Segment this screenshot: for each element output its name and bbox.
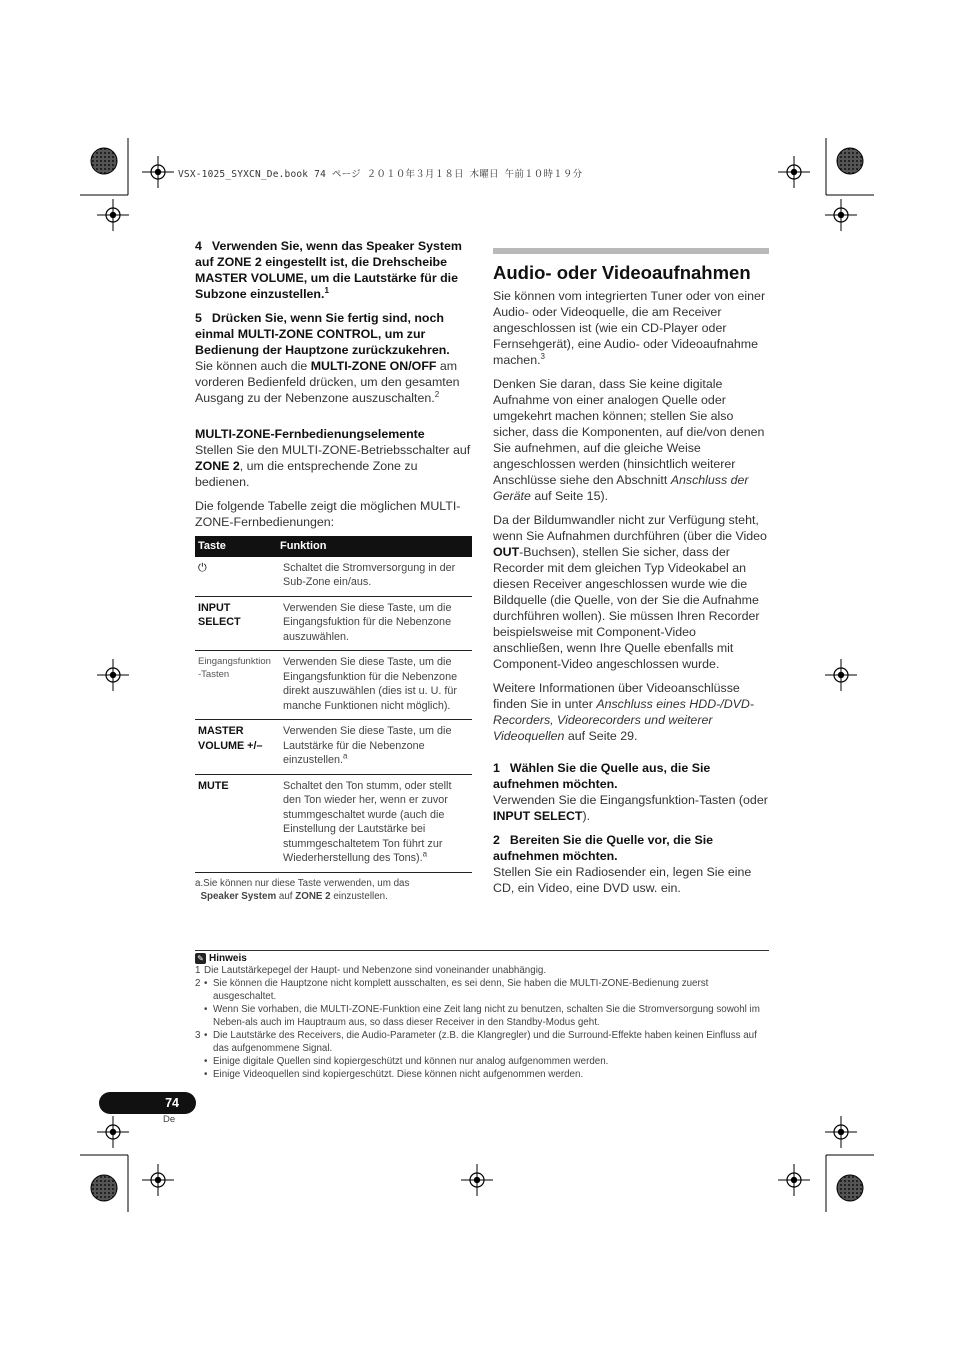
rosette-top-left-icon [91, 148, 117, 174]
table-header-key: Taste [195, 536, 277, 557]
power-icon: ⏻ [195, 557, 277, 597]
left-column [195, 238, 472, 903]
table-row [195, 651, 472, 720]
notes-heading: ✎ Hinweis [195, 953, 769, 964]
paragraph: Sie können vom integrierten Tuner oder von einer Audio- oder Videoquelle, die am Receiver angeschlossen ist (wie ein CD-Player oder Fernsehgerät), eine Audio- oder Videoaufnahme machen.$^3$ [493, 289, 766, 367]
registration-cross-icon [142, 1164, 174, 1196]
table-key: Eingangsfunktion -Tasten [195, 651, 277, 720]
step-5-body: Sie können auch die MULTI-ZONE ON/OFF am vorderen Bedienfeld drücken, um den gesamten Ausgang zu der Nebenzone auszuschalten.$^2$ [195, 359, 460, 405]
notes-section [195, 950, 769, 1081]
note-item: 3 • Die Lautstärke des Receivers, die Audio-Parameter (z.B. die Klangregler) und die Surround-Effekte haben keinen Einfluss auf das aufgenommene Signal. [195, 1030, 757, 1054]
remote-heading: MULTI-ZONE-Fernbedienungselemente [195, 427, 425, 441]
table-cell: Verwenden Sie diese Taste, um die Lautstärke für die Nebenzone einzustellen.$^a$ [277, 720, 472, 775]
table-row [195, 596, 472, 651]
step-2-body: Stellen Sie ein Radiosender ein, legen Sie eine CD, ein Video, eine DVD usw. ein. [493, 865, 752, 895]
remote-intro: Stellen Sie den MULTI-ZONE-Betriebsschalter auf ZONE 2, um die entsprechende Zone zu bedienen. [195, 443, 471, 489]
book-header-line: VSX-1025_SYXCN_De.book 74 ページ ２０１０年３月１８日 木曜日 午前１０時１９分 [178, 169, 583, 180]
step-1-body: Verwenden Sie die Eingangsfunktion-Tasten (oder INPUT SELECT). [493, 793, 768, 823]
table-key: MUTE [195, 774, 277, 872]
right-column [493, 248, 769, 904]
registration-cross-icon [778, 156, 810, 188]
section-title: Audio- oder Videoaufnahmen [493, 262, 751, 283]
registration-cross-icon [825, 1116, 857, 1148]
table-key: INPUT SELECT [195, 596, 277, 651]
table-cell: Verwenden Sie diese Taste, um die Eingangsfuktion für die Nebenzone auszuwählen. [277, 596, 472, 651]
paragraph: Denken Sie daran, dass Sie keine digitale Aufnahme von einer analogen Quelle oder umgekehrt machen können; stellen Sie also sicher, dass die Komponenten, auf die/von denen Sie aufnehmen, auf die gleiche Weise angeschlossen werden (hinsichtlich weiterer Anschlüsse siehe den Abschnitt Anschluss der Geräte auf Seite 15). [493, 377, 765, 503]
paragraph: Weitere Informationen über Videoanschlüsse finden Sie in unter Anschluss eines HDD-/DVD-Recorders, Videorecorders und weiterer Videoquellen auf Seite 29. [493, 681, 755, 743]
registration-cross-icon [825, 659, 857, 691]
table-header-function: Funktion [277, 536, 472, 557]
registration-cross-icon [778, 1164, 810, 1196]
note-item: • Einige digitale Quellen sind kopiergeschützt und können nur analog aufgenommen werden. [204, 1056, 609, 1067]
table-cell: Schaltet die Stromversorgung in der Sub-Zone ein/aus. [277, 557, 472, 597]
remote-function-table [195, 536, 472, 873]
note-pencil-icon: ✎ [195, 953, 206, 964]
note-item: • Wenn Sie vorhaben, die MULTI-ZONE-Funktion eine Zeit lang nicht zu benutzen, schalten Sie die Stromversorgung sowohl im Neben-als auch im Hauptraum aus, so dass dieser Receiver in den Standby-Modus geht. [204, 1004, 760, 1028]
table-intro: Die folgende Tabelle zeigt die möglichen MULTI-ZONE-Fernbedienungen: [195, 499, 461, 529]
registration-cross-icon [97, 659, 129, 691]
step-1: 1 Wählen Sie die Quelle aus, die Sie aufnehmen möchten. [493, 761, 711, 791]
rosette-top-right-icon [837, 148, 863, 174]
step-2: 2 Bereiten Sie die Quelle vor, die Sie aufnehmen möchten. [493, 833, 714, 863]
table-row [195, 557, 472, 597]
table-cell: Verwenden Sie diese Taste, um die Eingangsfunktion für die Nebenzone direkt auszuwählen (dies ist u. U. für manche Funktionen nicht möglich). [277, 651, 472, 720]
step-5: 5 Drücken Sie, wenn Sie fertig sind, noch einmal MULTI-ZONE CONTROL, um zur Bedienung der Hauptzone zurückzukehren. [195, 311, 450, 357]
registration-cross-icon [142, 156, 174, 188]
registration-cross-icon [97, 1116, 129, 1148]
page-language: De [163, 1114, 176, 1125]
table-footnote: a.Sie können nur diese Taste verwenden, um das Speaker System auf ZONE 2 einzustellen. [195, 877, 410, 902]
table-cell: Schaltet den Ton stumm, oder stellt den Ton wieder her, wenn er zuvor stummgeschaltet wurde (auch die Einstellung der Lautstärke bei stummgeschaltetem Ton führt zur Wiederherstellung des Tons).$^a$ [277, 774, 472, 872]
note-item: • Einige Videoquellen sind kopiergeschützt. Diese können nicht aufgenommen werden. [204, 1069, 584, 1080]
section-divider [493, 248, 769, 254]
registration-cross-icon [461, 1164, 493, 1196]
rosette-bottom-left-icon [91, 1175, 117, 1201]
rosette-bottom-right-icon [837, 1175, 863, 1201]
table-row [195, 720, 472, 775]
table-row [195, 774, 472, 872]
page-number: 74 [99, 1092, 196, 1114]
paragraph: Da der Bildumwandler nicht zur Verfügung steht, wenn Sie Aufnahmen durchführen (über die Video OUT-Buchsen), stellen Sie sicher, dass der Recorder mit dem gleichen Typ Videokabel an diesen Receiver angeschlossen wurde wie die Bildquelle (die Quelle, von der Sie die Aufnahme durchführen wollen). Sie müssen Ihren Recorder beispielsweise mit Component-Video anschließen, wenn Ihre Quelle ebenfalls mit Component-Video angeschlossen wurde. [493, 513, 767, 671]
note-item: 2 • Sie können die Hauptzone nicht komplett ausschalten, es sei denn, Sie haben die MULTI-ZONE-Bedienung zuerst ausgeschaltet. [195, 978, 709, 1002]
registration-cross-icon [97, 199, 129, 231]
table-key: MASTER VOLUME +/– [195, 720, 277, 775]
step-4: 4 Verwenden Sie, wenn das Speaker System auf ZONE 2 eingestellt ist, die Drehscheibe MASTER VOLUME, um die Lautstärke für die Subzone einzustellen.$^1$ [195, 239, 462, 301]
note-item: 1 Die Lautstärkepegel der Haupt- und Nebenzone sind voneinander unabhängig. [195, 965, 547, 976]
registration-cross-icon [825, 199, 857, 231]
